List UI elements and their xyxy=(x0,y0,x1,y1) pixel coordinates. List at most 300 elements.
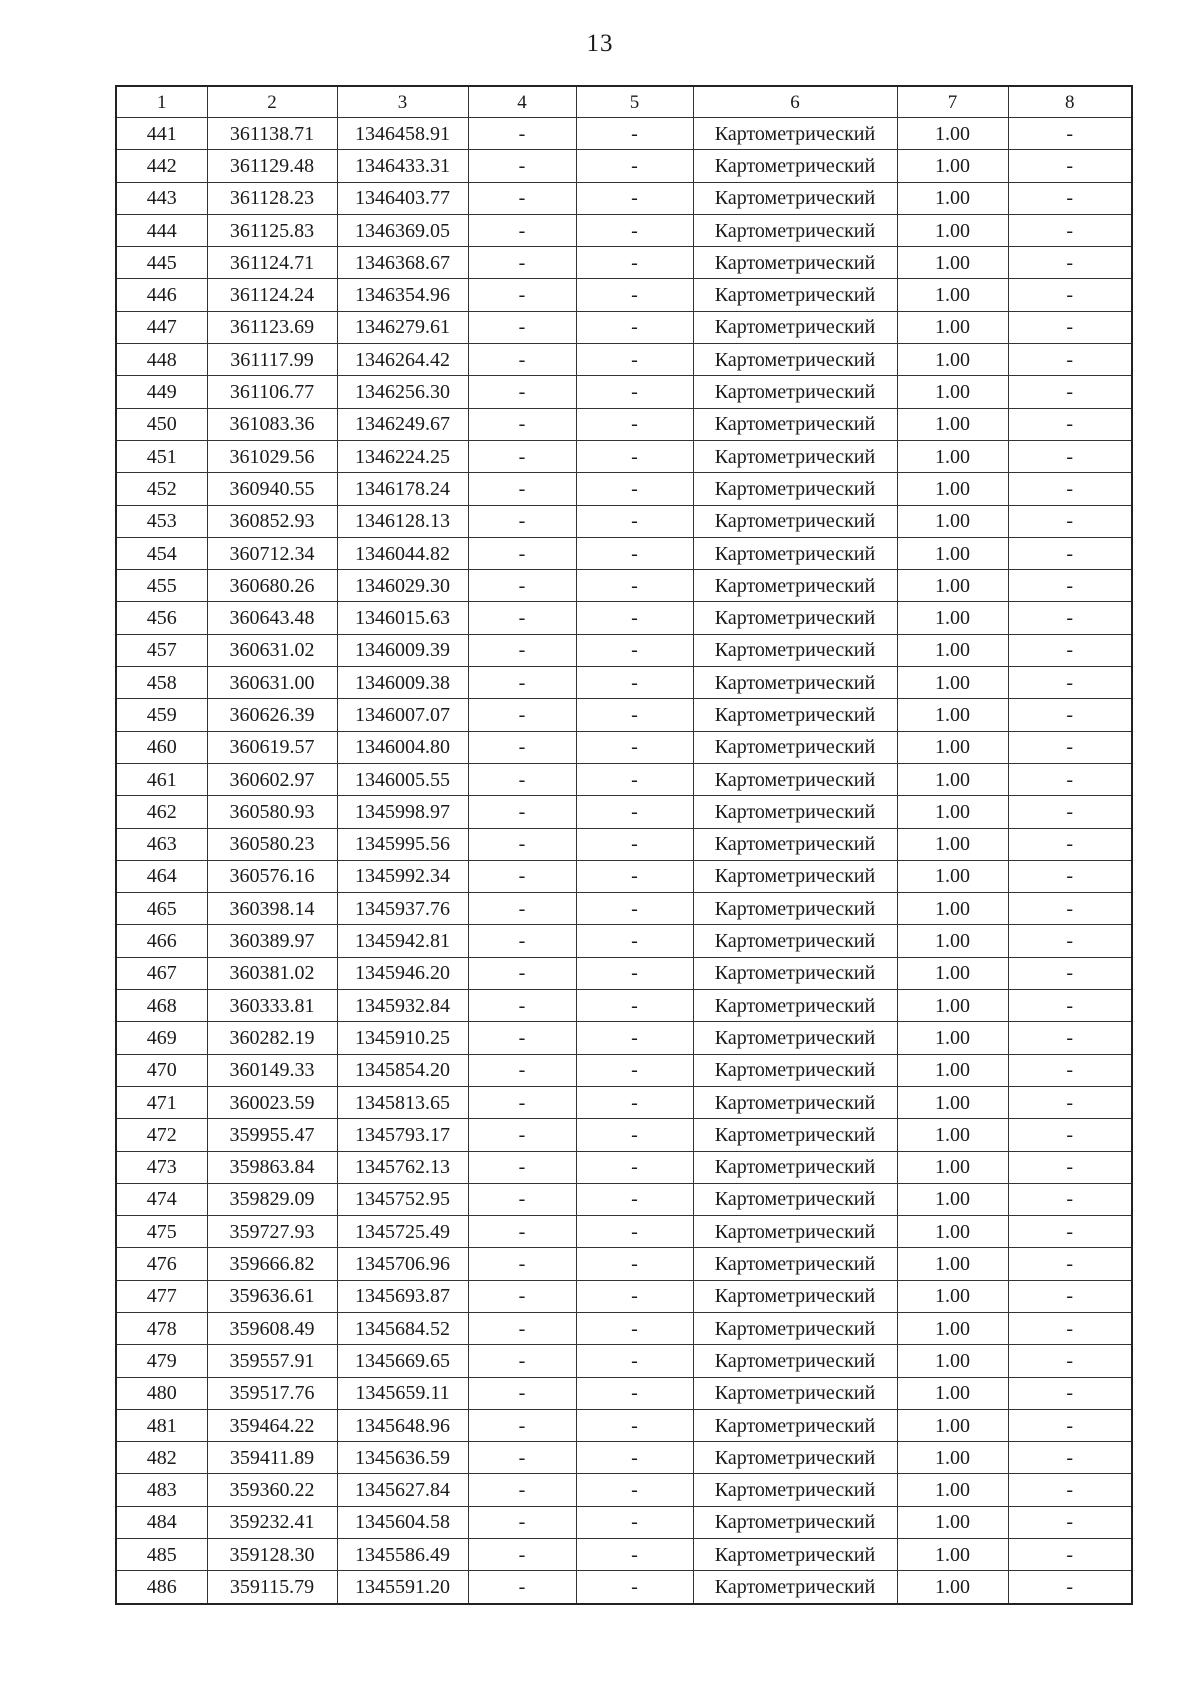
table-cell: 1.00 xyxy=(897,602,1008,634)
table-cell: Картометрический xyxy=(693,893,897,925)
table-cell: 1.00 xyxy=(897,1506,1008,1538)
table-cell: 1346178.24 xyxy=(337,473,468,505)
table-row xyxy=(116,796,1132,828)
table-cell: 443 xyxy=(116,182,207,214)
table-cell: - xyxy=(468,440,576,472)
table-cell: 1.00 xyxy=(897,634,1008,666)
table-cell: - xyxy=(1008,537,1132,569)
table-cell: 1345937.76 xyxy=(337,893,468,925)
table-cell: Картометрический xyxy=(693,1377,897,1409)
table-row xyxy=(116,731,1132,763)
table-row xyxy=(116,440,1132,472)
table-cell: 1.00 xyxy=(897,860,1008,892)
table-cell: - xyxy=(468,1312,576,1344)
table-row xyxy=(116,828,1132,860)
table-cell: 360149.33 xyxy=(207,1054,337,1086)
table-cell: 1.00 xyxy=(897,893,1008,925)
table-cell: 1.00 xyxy=(897,1409,1008,1441)
table-cell: 1.00 xyxy=(897,1216,1008,1248)
table-row xyxy=(116,763,1132,795)
table-row xyxy=(116,247,1132,279)
table-cell: 1345992.34 xyxy=(337,860,468,892)
table-cell: - xyxy=(1008,925,1132,957)
table-cell: - xyxy=(1008,408,1132,440)
table-cell: 1346009.38 xyxy=(337,667,468,699)
table-cell: - xyxy=(576,957,693,989)
table-cell: 446 xyxy=(116,279,207,311)
table-cell: 359557.91 xyxy=(207,1345,337,1377)
table-cell: - xyxy=(1008,828,1132,860)
table-cell: 1346249.67 xyxy=(337,408,468,440)
table-cell: 1346433.31 xyxy=(337,150,468,182)
table-cell: 361117.99 xyxy=(207,344,337,376)
column-header-4: 4 xyxy=(468,86,576,118)
table-cell: Картометрический xyxy=(693,1151,897,1183)
table-cell: 1346007.07 xyxy=(337,699,468,731)
table-cell: 475 xyxy=(116,1216,207,1248)
table-cell: - xyxy=(1008,731,1132,763)
table-cell: 486 xyxy=(116,1571,207,1604)
table-cell: Картометрический xyxy=(693,699,897,731)
table-cell: - xyxy=(468,925,576,957)
table-cell: Картометрический xyxy=(693,763,897,795)
table-cell: 360631.00 xyxy=(207,667,337,699)
table-cell: - xyxy=(1008,505,1132,537)
table-cell: - xyxy=(1008,214,1132,246)
table-cell: Картометрический xyxy=(693,440,897,472)
table-cell: - xyxy=(1008,182,1132,214)
table-cell: 1345627.84 xyxy=(337,1474,468,1506)
table-cell: - xyxy=(1008,796,1132,828)
table-row xyxy=(116,1312,1132,1344)
table-row xyxy=(116,1054,1132,1086)
table-cell: - xyxy=(576,1183,693,1215)
table-cell: - xyxy=(468,376,576,408)
table-cell: Картометрический xyxy=(693,1022,897,1054)
table-cell: - xyxy=(576,796,693,828)
table-cell: 361124.24 xyxy=(207,279,337,311)
table-cell: - xyxy=(1008,602,1132,634)
table-cell: 1.00 xyxy=(897,667,1008,699)
table-cell: 441 xyxy=(116,118,207,150)
table-row xyxy=(116,505,1132,537)
table-cell: - xyxy=(1008,634,1132,666)
table-row xyxy=(116,667,1132,699)
table-row xyxy=(116,1506,1132,1538)
table-cell: - xyxy=(468,796,576,828)
table-cell: 359360.22 xyxy=(207,1474,337,1506)
table-cell: - xyxy=(576,1506,693,1538)
table-cell: - xyxy=(576,699,693,731)
table-cell: - xyxy=(468,344,576,376)
table-row xyxy=(116,182,1132,214)
table-cell: 462 xyxy=(116,796,207,828)
table-cell: 359115.79 xyxy=(207,1571,337,1604)
table-cell: Картометрический xyxy=(693,1409,897,1441)
column-header-3: 3 xyxy=(337,86,468,118)
table-cell: 360643.48 xyxy=(207,602,337,634)
table-cell: 1.00 xyxy=(897,763,1008,795)
table-cell: 360398.14 xyxy=(207,893,337,925)
table-cell: 1345706.96 xyxy=(337,1248,468,1280)
table-cell: 1.00 xyxy=(897,214,1008,246)
table-row xyxy=(116,860,1132,892)
table-cell: - xyxy=(576,247,693,279)
table-cell: - xyxy=(468,1248,576,1280)
table-cell: 1.00 xyxy=(897,408,1008,440)
table-row xyxy=(116,699,1132,731)
table-cell: Картометрический xyxy=(693,1086,897,1118)
table-cell: Картометрический xyxy=(693,1312,897,1344)
table-cell: - xyxy=(576,505,693,537)
table-row xyxy=(116,1474,1132,1506)
table-cell: - xyxy=(1008,311,1132,343)
table-cell: Картометрический xyxy=(693,1345,897,1377)
table-cell: 1.00 xyxy=(897,344,1008,376)
table-cell: 361123.69 xyxy=(207,311,337,343)
table-cell: 1345725.49 xyxy=(337,1216,468,1248)
table-cell: - xyxy=(1008,440,1132,472)
table-row xyxy=(116,1571,1132,1604)
table-cell: 1345636.59 xyxy=(337,1442,468,1474)
table-cell: - xyxy=(1008,1022,1132,1054)
table-cell: 1345659.11 xyxy=(337,1377,468,1409)
table-row xyxy=(116,1377,1132,1409)
table-cell: - xyxy=(1008,1442,1132,1474)
table-row xyxy=(116,893,1132,925)
table-cell: 466 xyxy=(116,925,207,957)
table-cell: 359464.22 xyxy=(207,1409,337,1441)
table-cell: 1345910.25 xyxy=(337,1022,468,1054)
table-row xyxy=(116,602,1132,634)
table-cell: - xyxy=(468,634,576,666)
table-cell: - xyxy=(576,1022,693,1054)
table-cell: 360381.02 xyxy=(207,957,337,989)
table-cell: - xyxy=(576,182,693,214)
table-cell: - xyxy=(1008,1216,1132,1248)
table-cell: - xyxy=(1008,150,1132,182)
table-cell: - xyxy=(468,1183,576,1215)
table-row xyxy=(116,1183,1132,1215)
table-cell: - xyxy=(1008,957,1132,989)
table-cell: 1.00 xyxy=(897,1571,1008,1604)
table-cell: 1.00 xyxy=(897,1022,1008,1054)
table-cell: - xyxy=(576,893,693,925)
table-cell: - xyxy=(576,828,693,860)
table-row xyxy=(116,1345,1132,1377)
table-cell: Картометрический xyxy=(693,602,897,634)
table-cell: 1345591.20 xyxy=(337,1571,468,1604)
table-row xyxy=(116,1248,1132,1280)
table-cell: 1346368.67 xyxy=(337,247,468,279)
table-cell: 359727.93 xyxy=(207,1216,337,1248)
table-cell: - xyxy=(1008,1506,1132,1538)
table-cell: 1.00 xyxy=(897,311,1008,343)
table-cell: Картометрический xyxy=(693,150,897,182)
table-row xyxy=(116,1409,1132,1441)
table-cell: - xyxy=(1008,860,1132,892)
table-cell: Картометрический xyxy=(693,990,897,1022)
table-cell: 1345586.49 xyxy=(337,1539,468,1571)
table-cell: - xyxy=(468,408,576,440)
table-cell: 1.00 xyxy=(897,440,1008,472)
table-cell: - xyxy=(468,150,576,182)
table-cell: 360852.93 xyxy=(207,505,337,537)
table-cell: 1345942.81 xyxy=(337,925,468,957)
table-cell: Картометрический xyxy=(693,1474,897,1506)
table-cell: - xyxy=(1008,1312,1132,1344)
table-cell: 472 xyxy=(116,1119,207,1151)
column-header-1: 1 xyxy=(116,86,207,118)
column-header-5: 5 xyxy=(576,86,693,118)
table-cell: - xyxy=(576,1151,693,1183)
table-row xyxy=(116,1022,1132,1054)
table-cell: 1.00 xyxy=(897,376,1008,408)
table-row xyxy=(116,473,1132,505)
table-cell: - xyxy=(468,990,576,1022)
table-cell: 1.00 xyxy=(897,537,1008,569)
table-cell: 1.00 xyxy=(897,247,1008,279)
table-cell: 359411.89 xyxy=(207,1442,337,1474)
table-cell: 1.00 xyxy=(897,1248,1008,1280)
table-cell: - xyxy=(468,860,576,892)
table-cell: Картометрический xyxy=(693,408,897,440)
table-cell: 359863.84 xyxy=(207,1151,337,1183)
table-cell: Картометрический xyxy=(693,344,897,376)
table-cell: 463 xyxy=(116,828,207,860)
table-cell: Картометрический xyxy=(693,1216,897,1248)
table-cell: - xyxy=(576,1280,693,1312)
table-cell: 485 xyxy=(116,1539,207,1571)
table-cell: Картометрический xyxy=(693,118,897,150)
table-cell: - xyxy=(468,182,576,214)
table-cell: 1346403.77 xyxy=(337,182,468,214)
table-cell: - xyxy=(1008,473,1132,505)
table-cell: Картометрический xyxy=(693,1054,897,1086)
table-cell: 360023.59 xyxy=(207,1086,337,1118)
table-cell: 359517.76 xyxy=(207,1377,337,1409)
table-cell: 454 xyxy=(116,537,207,569)
table-cell: 478 xyxy=(116,1312,207,1344)
table-cell: 1.00 xyxy=(897,118,1008,150)
table-row xyxy=(116,634,1132,666)
table-cell: 361138.71 xyxy=(207,118,337,150)
table-cell: Картометрический xyxy=(693,1539,897,1571)
table-cell: 479 xyxy=(116,1345,207,1377)
table-cell: Картометрический xyxy=(693,1183,897,1215)
table-cell: 1345693.87 xyxy=(337,1280,468,1312)
table-cell: 477 xyxy=(116,1280,207,1312)
table-row xyxy=(116,957,1132,989)
table-cell: Картометрический xyxy=(693,473,897,505)
table-cell: 1345752.95 xyxy=(337,1183,468,1215)
table-cell: - xyxy=(1008,667,1132,699)
table-row xyxy=(116,118,1132,150)
table-cell: - xyxy=(576,731,693,763)
table-cell: 1346354.96 xyxy=(337,279,468,311)
table-cell: 1.00 xyxy=(897,1377,1008,1409)
table-cell: 1.00 xyxy=(897,925,1008,957)
table-cell: 1345648.96 xyxy=(337,1409,468,1441)
table-cell: 1346015.63 xyxy=(337,602,468,634)
table-cell: 360631.02 xyxy=(207,634,337,666)
table-cell: - xyxy=(468,1539,576,1571)
table-cell: - xyxy=(1008,1571,1132,1604)
table-cell: Картометрический xyxy=(693,279,897,311)
table-cell: - xyxy=(576,860,693,892)
table-cell: 1.00 xyxy=(897,828,1008,860)
table-cell: 1346369.05 xyxy=(337,214,468,246)
table-row xyxy=(116,1119,1132,1151)
table-cell: 468 xyxy=(116,990,207,1022)
table-cell: 459 xyxy=(116,699,207,731)
table-cell: 482 xyxy=(116,1442,207,1474)
table-cell: - xyxy=(468,763,576,795)
table-row xyxy=(116,1216,1132,1248)
table-cell: 361083.36 xyxy=(207,408,337,440)
table-cell: - xyxy=(1008,1119,1132,1151)
table-row xyxy=(116,150,1132,182)
table-cell: 484 xyxy=(116,1506,207,1538)
table-cell: - xyxy=(576,1571,693,1604)
table-cell: - xyxy=(576,1442,693,1474)
table-cell: Картометрический xyxy=(693,376,897,408)
table-cell: - xyxy=(468,731,576,763)
table-cell: - xyxy=(468,1345,576,1377)
table-row xyxy=(116,1539,1132,1571)
table-cell: - xyxy=(1008,893,1132,925)
table-cell: 359608.49 xyxy=(207,1312,337,1344)
table-cell: 1346256.30 xyxy=(337,376,468,408)
table-cell: 1.00 xyxy=(897,1054,1008,1086)
table-row xyxy=(116,1086,1132,1118)
table-cell: 360619.57 xyxy=(207,731,337,763)
table-cell: 360940.55 xyxy=(207,473,337,505)
table-cell: 1345793.17 xyxy=(337,1119,468,1151)
table-row xyxy=(116,279,1132,311)
table-cell: - xyxy=(576,1248,693,1280)
table-cell: 1345813.65 xyxy=(337,1086,468,1118)
table-cell: 1346009.39 xyxy=(337,634,468,666)
table-cell: 460 xyxy=(116,731,207,763)
table-cell: 1346029.30 xyxy=(337,570,468,602)
table-cell: 481 xyxy=(116,1409,207,1441)
table-cell: Картометрический xyxy=(693,860,897,892)
table-cell: - xyxy=(576,570,693,602)
table-cell: 1345995.56 xyxy=(337,828,468,860)
column-header-2: 2 xyxy=(207,86,337,118)
table-cell: 359128.30 xyxy=(207,1539,337,1571)
table-cell: - xyxy=(576,150,693,182)
table-cell: 470 xyxy=(116,1054,207,1086)
table-cell: - xyxy=(1008,376,1132,408)
table-cell: 359666.82 xyxy=(207,1248,337,1280)
table-cell: 444 xyxy=(116,214,207,246)
table-cell: 360282.19 xyxy=(207,1022,337,1054)
table-cell: Картометрический xyxy=(693,1119,897,1151)
table-cell: - xyxy=(576,376,693,408)
table-cell: 469 xyxy=(116,1022,207,1054)
table-cell: - xyxy=(468,570,576,602)
table-cell: 361124.71 xyxy=(207,247,337,279)
table-cell: 361029.56 xyxy=(207,440,337,472)
table-cell: 1346044.82 xyxy=(337,537,468,569)
table-cell: 455 xyxy=(116,570,207,602)
table-cell: - xyxy=(576,279,693,311)
table-cell: 1.00 xyxy=(897,1119,1008,1151)
table-cell: 1346224.25 xyxy=(337,440,468,472)
table-cell: 467 xyxy=(116,957,207,989)
table-cell: 1.00 xyxy=(897,1280,1008,1312)
table-cell: 360389.97 xyxy=(207,925,337,957)
table-cell: - xyxy=(468,311,576,343)
table-cell: - xyxy=(576,118,693,150)
table-cell: 1.00 xyxy=(897,1539,1008,1571)
table-cell: - xyxy=(576,1377,693,1409)
table-cell: - xyxy=(576,1216,693,1248)
table-cell: Картометрический xyxy=(693,731,897,763)
table-cell: 1345932.84 xyxy=(337,990,468,1022)
table-cell: 449 xyxy=(116,376,207,408)
table-cell: Картометрический xyxy=(693,925,897,957)
table-cell: - xyxy=(468,1119,576,1151)
table-cell: - xyxy=(576,1312,693,1344)
table-cell: 480 xyxy=(116,1377,207,1409)
table-cell: 1.00 xyxy=(897,731,1008,763)
table-cell: 1345762.13 xyxy=(337,1151,468,1183)
table-cell: 1.00 xyxy=(897,1312,1008,1344)
table-cell: - xyxy=(1008,1377,1132,1409)
table-cell: - xyxy=(576,1054,693,1086)
table-cell: 361125.83 xyxy=(207,214,337,246)
table-cell: 1.00 xyxy=(897,150,1008,182)
table-cell: - xyxy=(468,957,576,989)
table-cell: 359232.41 xyxy=(207,1506,337,1538)
table-cell: - xyxy=(468,667,576,699)
table-row xyxy=(116,311,1132,343)
table-cell: 471 xyxy=(116,1086,207,1118)
table-cell: Картометрический xyxy=(693,1248,897,1280)
table-cell: - xyxy=(1008,1539,1132,1571)
table-cell: - xyxy=(1008,763,1132,795)
table-cell: 1.00 xyxy=(897,505,1008,537)
table-cell: 1.00 xyxy=(897,1086,1008,1118)
table-cell: - xyxy=(1008,279,1132,311)
table-cell: 451 xyxy=(116,440,207,472)
table-cell: - xyxy=(468,1022,576,1054)
table-cell: - xyxy=(1008,1151,1132,1183)
table-cell: 476 xyxy=(116,1248,207,1280)
table-cell: - xyxy=(468,1216,576,1248)
table-cell: 1.00 xyxy=(897,699,1008,731)
table-row xyxy=(116,990,1132,1022)
table-cell: 442 xyxy=(116,150,207,182)
table-cell: 360576.16 xyxy=(207,860,337,892)
table-cell: Картометрический xyxy=(693,667,897,699)
table-cell: 453 xyxy=(116,505,207,537)
table-cell: - xyxy=(1008,570,1132,602)
table-cell: 465 xyxy=(116,893,207,925)
table-cell: 474 xyxy=(116,1183,207,1215)
table-cell: - xyxy=(576,925,693,957)
column-header-7: 7 xyxy=(897,86,1008,118)
table-cell: - xyxy=(576,634,693,666)
table-cell: 359955.47 xyxy=(207,1119,337,1151)
table-cell: - xyxy=(468,828,576,860)
table-cell: 1345684.52 xyxy=(337,1312,468,1344)
table-cell: - xyxy=(468,1409,576,1441)
table-row xyxy=(116,1151,1132,1183)
